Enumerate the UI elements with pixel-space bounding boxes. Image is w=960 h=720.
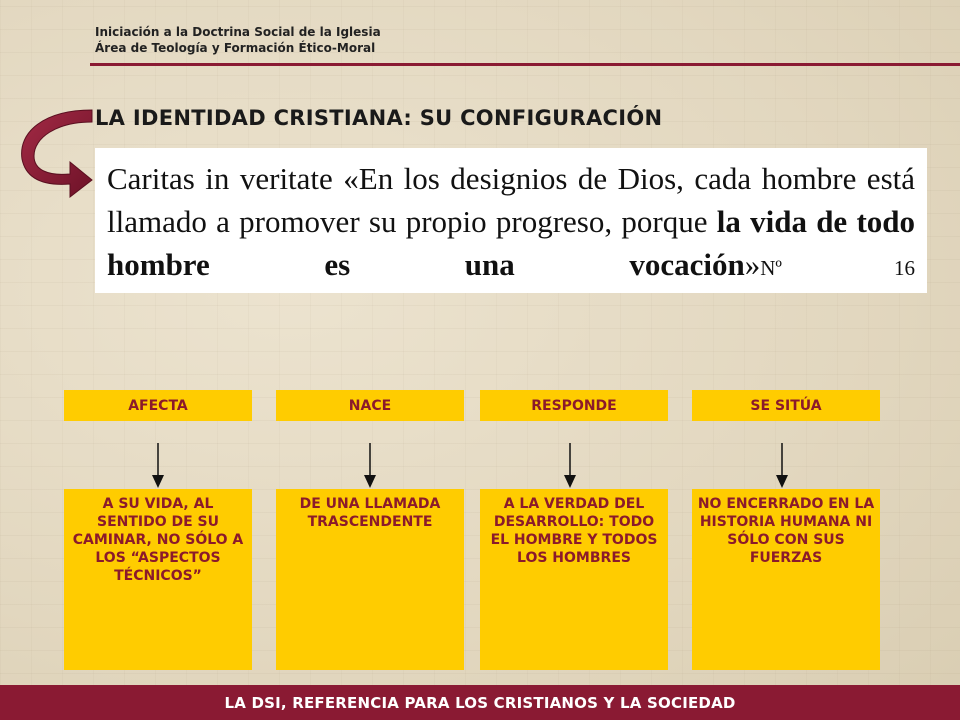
label-responde: RESPONDE <box>480 390 668 421</box>
quote-reference: Nº 16 <box>760 256 915 280</box>
down-arrow-icon <box>148 443 168 489</box>
down-arrow-icon <box>560 443 580 489</box>
quote-emphasis: la vida de todo hombre es una vocación <box>107 204 916 282</box>
footer-bar <box>0 685 960 720</box>
label-se-situa: SE SITÚA <box>692 390 880 421</box>
course-header <box>95 24 381 56</box>
quote-close: » <box>744 247 761 282</box>
quote-text: Caritas in veritate «En los designios de Dios, cada hombre está llamado a promover su propio progreso, porque <box>107 161 915 239</box>
label-nace: NACE <box>276 390 464 421</box>
footer-text: LA DSI, REFERENCIA PARA LOS CRISTIANOS Y LA SOCIEDAD <box>224 693 736 712</box>
down-arrow-icon <box>772 443 792 489</box>
curved-arrow-icon <box>14 104 94 214</box>
header-divider <box>90 63 960 66</box>
desc-responde: A LA VERDAD DEL DESARROLLO: TODO EL HOMBRE Y TODOS LOS HOMBRES <box>480 489 668 670</box>
desc-se-situa: NO ENCERRADO EN LA HISTORIA HUMANA NI SÓLO CON SUS FUERZAS <box>692 489 880 670</box>
down-arrow-icon <box>360 443 380 489</box>
slide-title: LA IDENTIDAD CRISTIANA: SU CONFIGURACIÓN <box>95 106 663 130</box>
course-title: Iniciación a la Doctrina Social de la Iglesia <box>95 25 381 39</box>
desc-nace: DE UNA LLAMADA TRASCENDENTE <box>276 489 464 670</box>
desc-afecta: A SU VIDA, AL SENTIDO DE SU CAMINAR, NO SÓLO A LOS “ASPECTOS TÉCNICOS” <box>64 489 252 670</box>
quote-box <box>95 148 927 293</box>
course-area: Área de Teología y Formación Ético-Moral <box>95 41 376 55</box>
label-afecta: AFECTA <box>64 390 252 421</box>
